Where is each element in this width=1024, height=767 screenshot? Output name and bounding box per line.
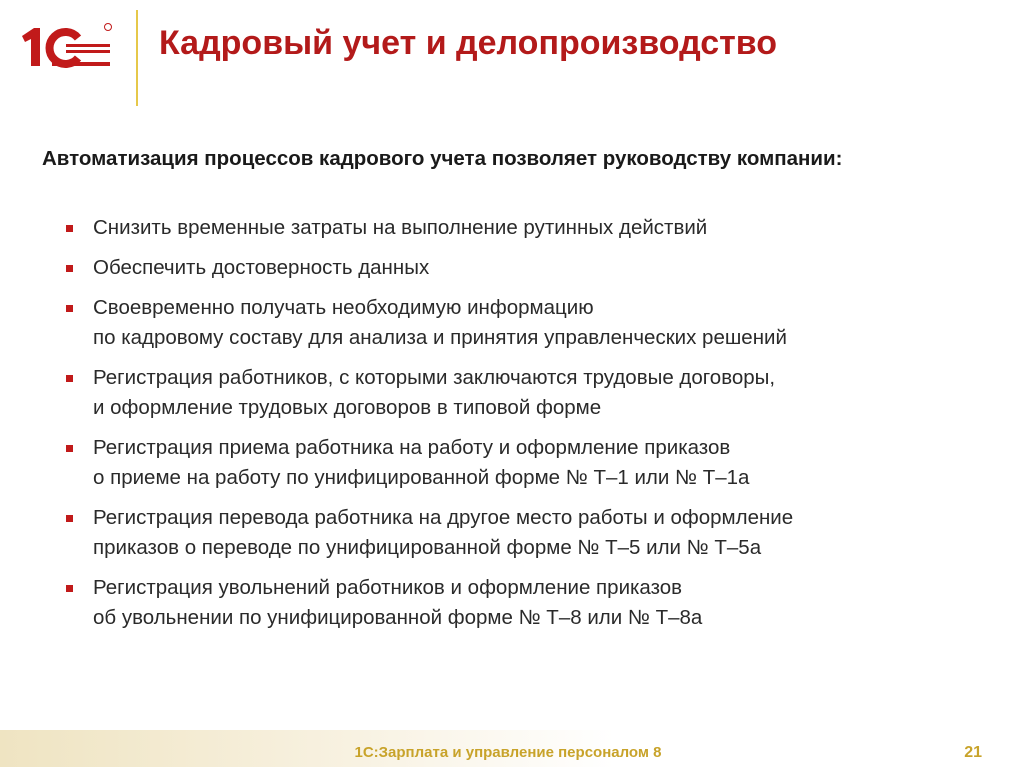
bullet-list <box>66 213 996 643</box>
bullet-marker-icon <box>66 375 73 382</box>
bullet-item <box>66 363 996 423</box>
bullet-item <box>66 433 996 493</box>
bullet-item <box>66 503 996 563</box>
bullet-marker-icon <box>66 515 73 522</box>
bullet-item <box>66 573 996 633</box>
bullet-text: Своевременно получать необходимую информацию по кадровому составу для анализа и принятия управленческих решений <box>93 296 787 349</box>
bullet-item <box>66 253 996 283</box>
bullet-text: Обеспечить достоверность данных <box>93 256 430 279</box>
bullet-marker-icon <box>66 225 73 232</box>
footer-product-name: 1С:Зарплата и управление персоналом 8 <box>354 744 662 761</box>
logo-1c <box>16 22 112 74</box>
bullet-marker-icon <box>66 585 73 592</box>
intro-text: Автоматизация процессов кадрового учета позволяет руководству компании: <box>42 147 843 170</box>
page-number: 21 <box>964 744 982 761</box>
bullet-text: Регистрация перевода работника на другое место работы и оформление приказов о переводе по унифицированной форме № Т–5 или № Т–5а <box>93 506 794 559</box>
bullet-item <box>66 213 996 243</box>
bullet-marker-icon <box>66 265 73 272</box>
bullet-marker-icon <box>66 445 73 452</box>
bullet-item <box>66 293 996 353</box>
slide-title: Кадровый учет и делопроизводство <box>159 24 778 62</box>
bullet-marker-icon <box>66 305 73 312</box>
bullet-text: Снизить временные затраты на выполнение рутинных действий <box>93 216 708 239</box>
bullet-text: Регистрация приема работника на работу и оформление приказов о приеме на работу по унифицированной форме № Т–1 или № Т–1а <box>93 436 750 489</box>
header-divider <box>136 10 138 106</box>
bullet-text: Регистрация увольнений работников и оформление приказов об увольнении по унифицированной форме № Т–8 или № Т–8а <box>93 576 703 629</box>
bullet-text: Регистрация работников, с которыми заключаются трудовые договоры, и оформление трудовых договоров в типовой форме <box>93 366 776 419</box>
